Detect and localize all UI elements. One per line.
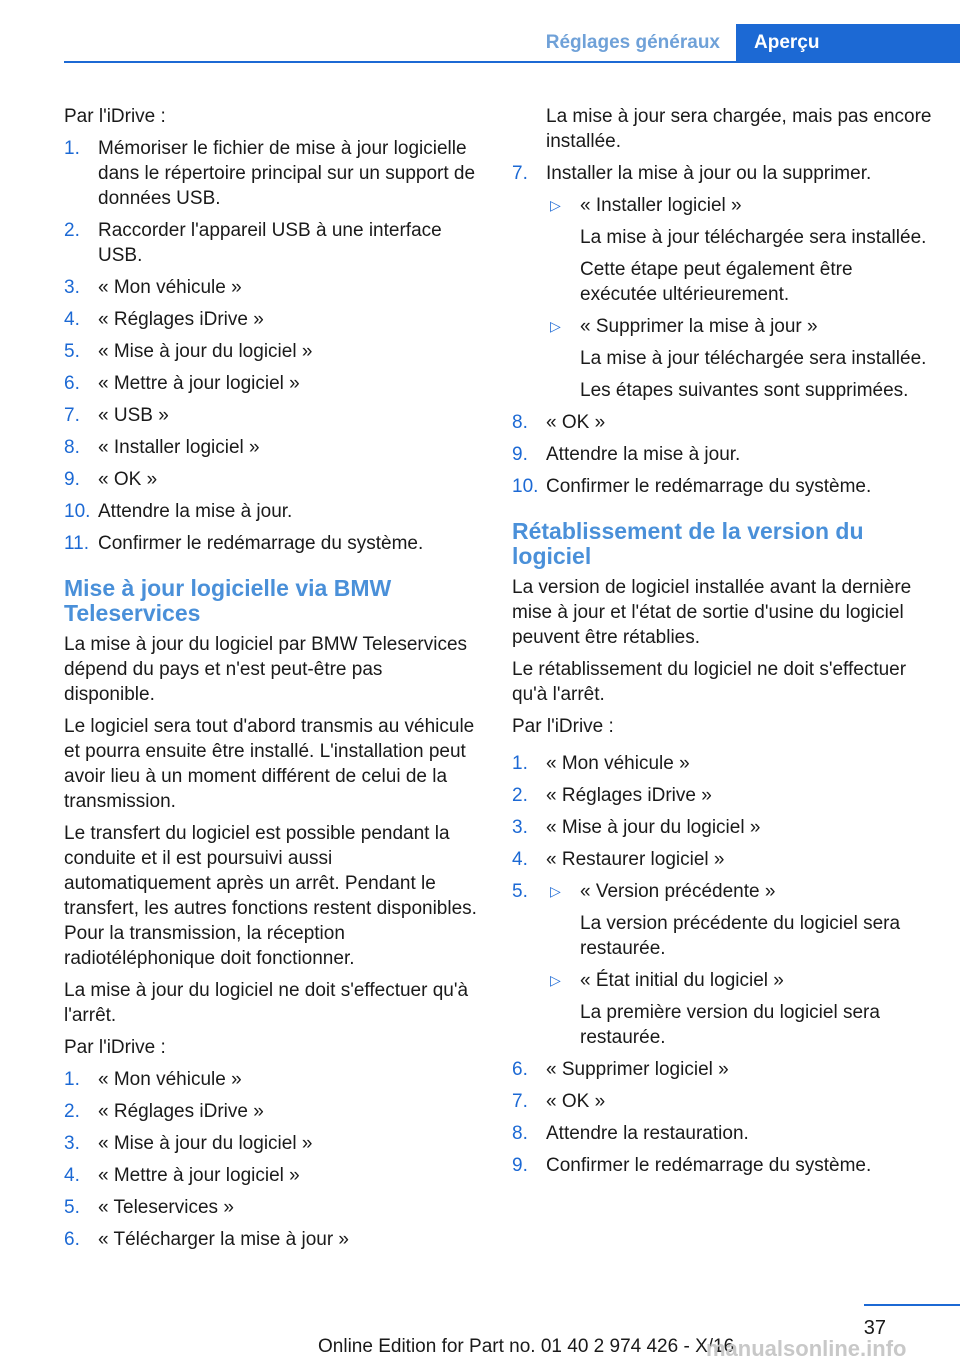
step-text: « Réglages iDrive » — [546, 785, 712, 806]
list-item — [64, 136, 478, 211]
steps-list-teleservices — [64, 1067, 478, 1252]
list-item — [512, 815, 932, 840]
step-text: « Mise à jour du logiciel » — [546, 817, 761, 838]
step-text: « Supprimer logiciel » — [546, 1059, 729, 1080]
triangle-bullet-icon: ▷ — [550, 972, 561, 988]
step-text: Attendre la mise à jour. — [98, 501, 293, 522]
list-item — [512, 442, 932, 467]
list-item — [512, 1057, 932, 1082]
page-number: 37 — [863, 1317, 886, 1339]
option-item — [546, 193, 932, 307]
step-text: « Teleservices » — [98, 1197, 234, 1218]
paragraph: Le transfert du logiciel est possible pendant la conduite et il est poursuivi aussi automatiquement après un arrêt. Pendant le transfert, les autres fonctions restent disponibles. Pour la transmission, la réception radiotéléphonique doit fonctionner. — [64, 823, 477, 969]
step-number: 10. — [64, 501, 91, 522]
step-text: « OK » — [546, 1091, 606, 1112]
option-detail: La mise à jour téléchargée sera installée. — [580, 227, 927, 248]
step-number: 9. — [512, 444, 528, 465]
section-heading-restore: Rétablissement de la version du logiciel — [512, 518, 864, 569]
step-number: 5. — [512, 881, 528, 902]
step-text: « Mon véhicule » — [98, 277, 242, 298]
step-text: Attendre la mise à jour. — [546, 444, 741, 465]
step-text: « USB » — [98, 405, 169, 426]
step-number: 1. — [64, 1069, 80, 1090]
step-number: 6. — [64, 1229, 80, 1250]
tab-section-title: Réglages généraux — [545, 32, 720, 53]
step-number: 3. — [64, 1133, 80, 1154]
watermark: manualsonline.info — [706, 1336, 907, 1361]
list-item — [64, 1099, 478, 1124]
step-number: 4. — [64, 309, 80, 330]
option-list — [546, 879, 932, 1050]
intro-text: Par l'iDrive : — [64, 106, 166, 127]
right-column — [512, 104, 932, 1185]
step-text: « Réglages iDrive » — [98, 309, 264, 330]
option-item — [546, 314, 932, 403]
list-item — [512, 783, 932, 808]
option-label: « Version précédente » — [580, 881, 776, 902]
list-item — [64, 1163, 478, 1188]
paragraph: Par l'iDrive : — [64, 1037, 166, 1058]
step-text: Confirmer le redémarrage du système. — [546, 1155, 872, 1176]
left-column — [64, 104, 478, 1259]
step-text: « Restaurer logiciel » — [546, 849, 725, 870]
list-item — [512, 751, 932, 776]
step-number: 2. — [64, 220, 80, 241]
paragraph: La mise à jour du logiciel par BMW Teleservices dépend du pays et n'est peut-être pas disponible. — [64, 634, 468, 705]
list-item — [64, 435, 478, 460]
list-item — [64, 467, 478, 492]
list-item — [512, 1121, 932, 1146]
option-item — [546, 968, 932, 1050]
step-text: « Mon véhicule » — [546, 753, 690, 774]
step-number: 4. — [512, 849, 528, 870]
list-item — [512, 161, 932, 403]
step-number: 6. — [64, 373, 80, 394]
step-text: « Mon véhicule » — [98, 1069, 242, 1090]
step-number: 8. — [64, 437, 80, 458]
list-item — [512, 1089, 932, 1114]
steps-list-restore — [512, 751, 932, 1178]
paragraph: Le logiciel sera tout d'abord transmis au véhicule et pourra ensuite être installé. L'installation peut avoir lieu à un moment différent de celui de la transmission. — [64, 716, 475, 812]
option-detail: La version précédente du logiciel sera restaurée. — [580, 913, 901, 959]
step-number: 3. — [512, 817, 528, 838]
tab-active-apercu: Aperçu — [736, 24, 960, 62]
list-item — [512, 474, 932, 499]
step-text: Installer la mise à jour ou la supprimer. — [546, 163, 872, 184]
option-list — [546, 193, 932, 403]
step-number: 10. — [512, 476, 539, 497]
step-6-continuation: La mise à jour sera chargée, mais pas encore installée. — [546, 106, 932, 152]
step-text: « Mise à jour du logiciel » — [98, 1133, 313, 1154]
step-number: 5. — [64, 341, 80, 362]
paragraph: La version de logiciel installée avant la dernière mise à jour et l'état de sortie d'usine du logiciel peuvent être rétablies. — [512, 577, 912, 648]
header-rule — [64, 61, 960, 63]
option-detail: Cette étape peut également être exécutée ultérieurement. — [580, 259, 853, 305]
paragraph: Le rétablissement du logiciel ne doit s'effectuer qu'à l'arrêt. — [512, 659, 907, 705]
list-item — [64, 1227, 478, 1252]
step-number: 2. — [512, 785, 528, 806]
paragraph: Par l'iDrive : — [512, 716, 614, 737]
list-item — [64, 371, 478, 396]
steps-list-usb — [64, 136, 478, 556]
step-text: « Réglages iDrive » — [98, 1101, 264, 1122]
list-item — [64, 275, 478, 300]
step-text: Confirmer le redémarrage du système. — [98, 533, 424, 554]
step-text: « Mise à jour du logiciel » — [98, 341, 313, 362]
section-heading-teleservices: Mise à jour logicielle via BMW Teleservices — [64, 575, 392, 626]
step-text: « Installer logiciel » — [98, 437, 260, 458]
step-text: Mémoriser le fichier de mise à jour logicielle dans le répertoire principal sur un support de données USB. — [98, 138, 476, 209]
step-number: 9. — [64, 469, 80, 490]
list-item — [64, 1195, 478, 1220]
option-item — [546, 879, 932, 961]
list-item — [512, 410, 932, 435]
step-number: 3. — [64, 277, 80, 298]
triangle-bullet-icon: ▷ — [550, 883, 561, 899]
option-label: « État initial du logiciel » — [580, 970, 784, 991]
step-text: « OK » — [98, 469, 158, 490]
paragraph: La mise à jour du logiciel ne doit s'effectuer qu'à l'arrêt. — [64, 980, 469, 1026]
step-number: 8. — [512, 1123, 528, 1144]
step-number: 7. — [64, 405, 80, 426]
edition-note: Online Edition for Part no. 01 40 2 974 426 - X/16 — [318, 1336, 735, 1357]
list-item — [512, 879, 932, 1050]
step-text: « Mettre à jour logiciel » — [98, 1165, 300, 1186]
step-number: 2. — [64, 1101, 80, 1122]
footer-rule — [864, 1304, 960, 1306]
list-item — [64, 499, 478, 524]
option-label: « Installer logiciel » — [580, 195, 742, 216]
list-item — [64, 403, 478, 428]
list-item — [64, 1131, 478, 1156]
step-number: 4. — [64, 1165, 80, 1186]
option-detail: La mise à jour téléchargée sera installée. — [580, 348, 927, 369]
step-text: Confirmer le redémarrage du système. — [546, 476, 872, 497]
list-item — [64, 531, 478, 556]
step-text: Attendre la restauration. — [546, 1123, 749, 1144]
step-number: 1. — [512, 753, 528, 774]
step-number: 9. — [512, 1155, 528, 1176]
step-number: 5. — [64, 1197, 80, 1218]
step-number: 7. — [512, 163, 528, 184]
step-number: 11. — [64, 533, 90, 554]
list-item — [512, 1153, 932, 1178]
list-item — [64, 218, 478, 268]
step-text: « Télécharger la mise à jour » — [98, 1229, 349, 1250]
option-detail: Les étapes suivantes sont supprimées. — [580, 380, 909, 401]
steps-list-continued — [512, 161, 932, 499]
list-item — [64, 339, 478, 364]
list-item — [512, 847, 932, 872]
header-tabs — [528, 24, 960, 62]
list-item — [64, 1067, 478, 1092]
step-number: 6. — [512, 1059, 528, 1080]
step-number: 8. — [512, 412, 528, 433]
step-number: 7. — [512, 1091, 528, 1112]
step-text: « Mettre à jour logiciel » — [98, 373, 300, 394]
triangle-bullet-icon: ▷ — [550, 197, 561, 213]
triangle-bullet-icon: ▷ — [550, 318, 561, 334]
step-text: « OK » — [546, 412, 606, 433]
list-item — [64, 307, 478, 332]
step-text: Raccorder l'appareil USB à une interface USB. — [98, 220, 442, 266]
option-detail: La première version du logiciel sera restaurée. — [580, 1002, 880, 1048]
step-number: 1. — [64, 138, 80, 159]
option-label: « Supprimer la mise à jour » — [580, 316, 818, 337]
